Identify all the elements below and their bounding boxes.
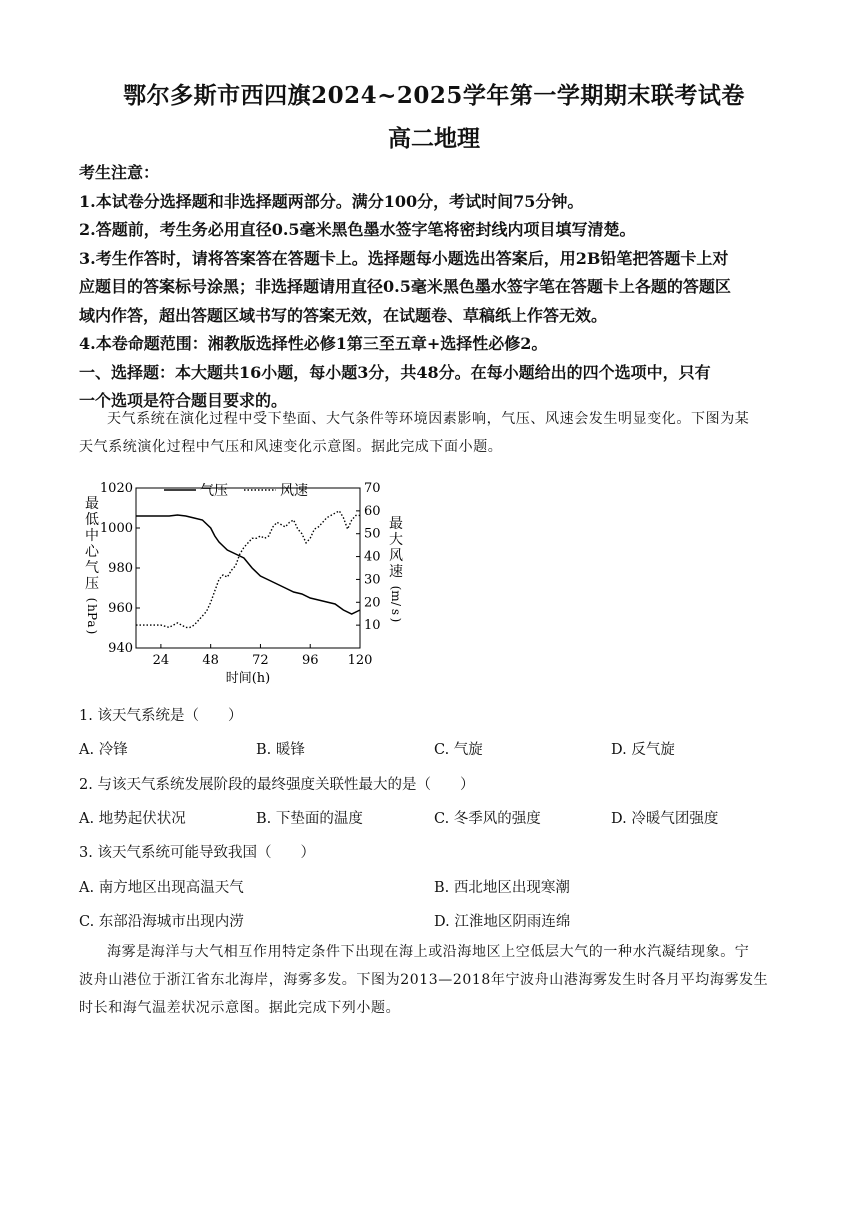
x-tick-label: 120 [347, 653, 373, 668]
x-tick-label: 48 [202, 653, 219, 668]
y-left-tick-label: 980 [108, 561, 133, 576]
y-right-label-char: 最 [389, 516, 403, 532]
q2-option-c[interactable]: C. 冬季风的强度 [434, 811, 541, 827]
x-tick-label: 72 [252, 653, 269, 668]
y-right-label-char: 速 [389, 564, 403, 580]
section-heading: 一、选择题：本大题共16小题，每小题3分，共48分。在每小题给出的四个选项中，只有 [79, 362, 711, 382]
q1-option-c[interactable]: C. 气旋 [434, 742, 483, 758]
q2-option-b[interactable]: B. 下垫面的温度 [256, 811, 363, 827]
q2-option-a[interactable]: A. 地势起伏状况 [79, 811, 186, 827]
y-left-tick-label: 960 [108, 601, 133, 616]
notice-item: 域内作答，超出答题区域书写的答案无效，在试题卷、草稿纸上作答无效。 [79, 305, 608, 325]
intro-line: 天气系统在演化过程中受下垫面、大气条件等环境因素影响，气压、风速会发生明显变化。下图为某 [107, 411, 750, 427]
q3-option-a[interactable]: A. 南方地区出现高温天气 [79, 880, 244, 896]
y-left-label-char: a [85, 620, 99, 628]
y-right-label-char: m [389, 590, 403, 602]
notice-item: 3.考生作答时，请将答案答在答题卡上。选择题每小题选出答案后，用2B铅笔把答题卡上对 [79, 248, 729, 268]
q3-option-b[interactable]: B. 西北地区出现寒潮 [434, 880, 570, 896]
intro-line: 海雾是海洋与大气相互作用特定条件下出现在海上或沿海地区上空低层大气的一种水汽凝结现象。宁 [107, 944, 750, 960]
pressure-wind-chart [78, 478, 408, 688]
legend-pressure-label: 气压 [200, 483, 228, 499]
notice-item: 应题目的答案标号涂黑；非选择题请用直径0.5毫米黑色墨水签字笔在答题卡上各题的答题区 [79, 277, 731, 296]
y-left-label-char: P [85, 611, 99, 621]
y-right-label-char: / [389, 601, 403, 607]
y-right-label-char: s [389, 608, 403, 616]
y-left-tick-label: 940 [108, 641, 133, 656]
wind-series-line [136, 511, 360, 628]
question-2-stem: 2. 与该天气系统发展阶段的最终强度关联性最大的是（ ） [79, 777, 475, 793]
legend-wind-label: 风速 [280, 483, 308, 499]
intro-paragraph-2 [79, 938, 791, 1022]
q3-option-d[interactable]: D. 江淮地区阴雨连绵 [434, 914, 571, 930]
y-right-tick-label: 30 [364, 572, 381, 588]
page-subtitle: 高二地理 [388, 125, 480, 152]
y-left-tick-label: 1020 [99, 481, 133, 496]
y-left-label-char: h [85, 604, 99, 612]
y-left-label-char: ) [85, 629, 99, 635]
y-right-label-char: ) [389, 617, 403, 623]
q1-option-b[interactable]: B. 暖锋 [256, 742, 305, 758]
intro-line: 波舟山港位于浙江省东北海岸，海雾多发。下图为2013—2018年宁波舟山港海雾发生时各月平均海雾发生 [79, 972, 769, 988]
intro-paragraph-1 [79, 405, 791, 461]
y-left-label-char: 最 [85, 496, 99, 512]
q1-option-a[interactable]: A. 冷锋 [79, 742, 128, 758]
question-1-stem: 1. 该天气系统是（ ） [79, 708, 243, 724]
notice-block [79, 159, 799, 416]
y-right-label-char: 大 [389, 532, 403, 548]
y-left-tick-label: 1000 [99, 521, 133, 536]
intro-line: 天气系统演化过程中气压和风速变化示意图。据此完成下面小题。 [79, 439, 503, 455]
question-3-stem: 3. 该天气系统可能导致我国（ ） [79, 845, 315, 861]
y-right-label-char: 风 [389, 548, 403, 564]
notice-item: 2.答题前，考生务必用直径0.5毫米黑色墨水签字笔将密封线内项目填写清楚。 [79, 220, 636, 239]
x-tick-label: 24 [152, 653, 170, 668]
notice-item: 1.本试卷分选择题和非选择题两部分。满分100分，考试时间75分钟。 [79, 191, 584, 211]
q3-option-c[interactable]: C. 东部沿海城市出现内涝 [79, 914, 244, 930]
y-right-tick-label: 50 [364, 526, 381, 542]
y-left-label-char: 压 [85, 576, 99, 592]
intro-line: 时长和海气温差状况示意图。据此完成下列小题。 [79, 1000, 401, 1016]
notice-item: 4.本卷命题范围：湘教版选择性必修1第三至五章+选择性必修2。 [79, 334, 548, 353]
q2-option-d[interactable]: D. 冷暖气团强度 [611, 811, 719, 827]
y-left-label-char: 中 [85, 528, 99, 544]
pressure-series-line [136, 515, 360, 614]
y-right-tick-label: 40 [364, 549, 381, 565]
page-title: 鄂尔多斯市西四旗2024~2025学年第一学期期末联考试卷 [123, 82, 745, 109]
y-right-tick-label: 10 [364, 618, 381, 634]
q1-option-d[interactable]: D. 反气旋 [611, 742, 675, 758]
y-left-label-char: ( [85, 597, 99, 603]
y-right-tick-label: 70 [364, 481, 381, 496]
notice-heading: 考生注意： [79, 163, 160, 182]
y-right-tick-label: 20 [364, 595, 381, 611]
y-left-label-char: 气 [85, 560, 99, 576]
x-tick-label: 96 [301, 653, 319, 668]
y-right-tick-label: 60 [364, 503, 381, 519]
section-heading-cont: 一个选项是符合题目要求的。 [79, 391, 288, 410]
plot-frame [136, 488, 360, 648]
y-left-label-char: 心 [85, 544, 99, 560]
y-left-label-char: 低 [85, 512, 99, 528]
x-axis-label: 时间(h) [225, 671, 271, 686]
y-right-label-char: ( [389, 585, 403, 591]
